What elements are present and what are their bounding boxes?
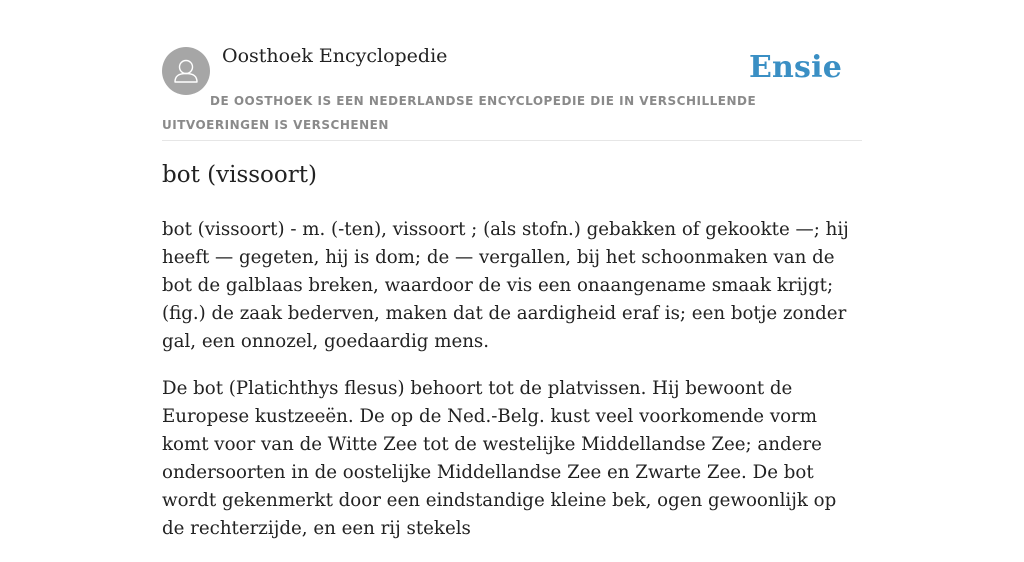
user-avatar-icon[interactable] [162,47,210,95]
page-title: bot (vissoort) [162,162,317,188]
article-container [162,0,862,539]
brand-logo[interactable]: Ensie [748,50,842,85]
author-name[interactable]: Oosthoek Encyclopedie [222,45,448,67]
article-body [162,216,862,562]
article-paragraph: De bot (Platichthys flesus) behoort tot de platvissen. Hij bewoont de Europese kustzeeën. De op de Ned.-Belg. kust veel voorkomende vorm komt voor van de Witte Zee tot de westelijke Middellandse Zee; andere ondersoorten in de oostelijke Middellandse Zee en Zwarte Zee. De bot wordt gekenmerkt door een eindstandige kleine bek, ogen gewoonlijk op de rechterzijde, en een rij stekels [162,378,837,539]
author-tagline: DE OOSTHOEK IS EEN NEDERLANDSE ENCYCLOPEDIE DIE IN VERSCHILLENDE UITVOERINGEN IS VERSCHENEN [162,94,757,132]
article-paragraph: bot (vissoort) - m. (-ten), vissoort ; (als stofn.) gebakken of gekookte —; hij heeft — gegeten, hij is dom; de — vergallen, bij het schoonmaken van de bot de galblaas breken, waardoor de vis een onaangename smaak krijgt; (fig.) de zaak bederven, maken dat de aardigheid eraf is; een botje zonder gal, een onnozel, goedaardig mens. [162,219,849,352]
header [162,0,862,141]
